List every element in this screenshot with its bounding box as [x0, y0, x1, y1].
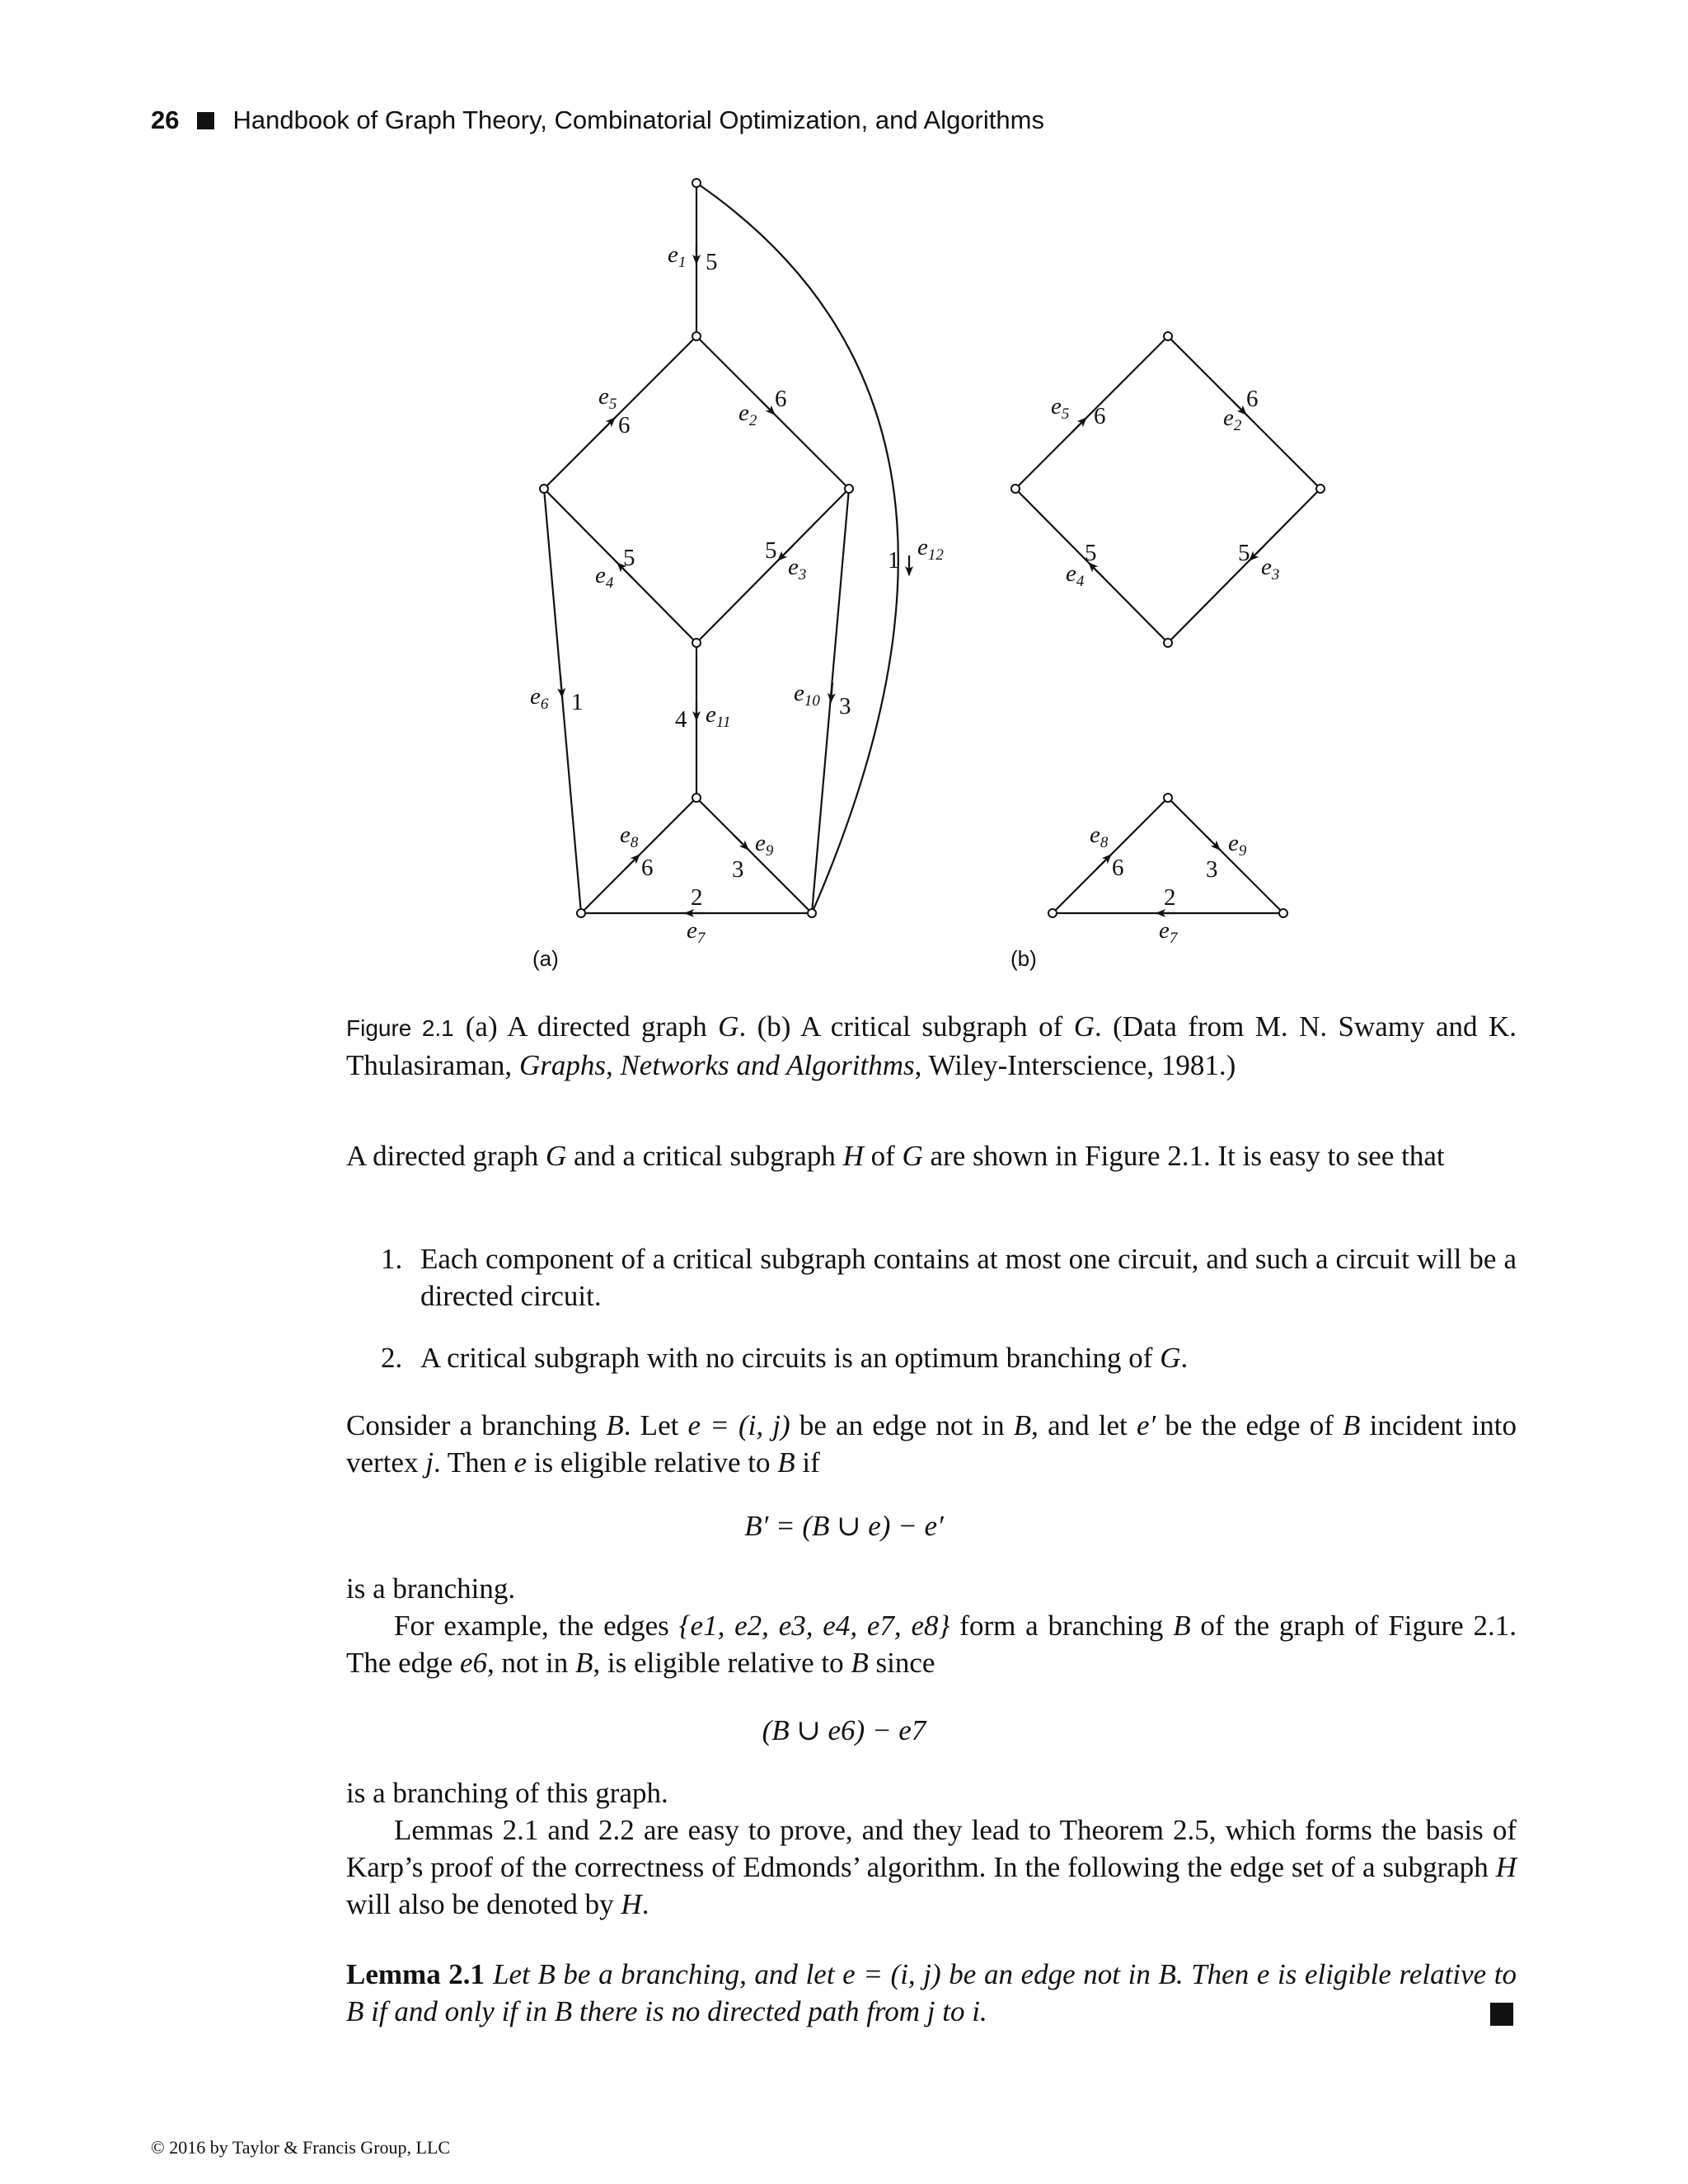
- book-title: Handbook of Graph Theory, Combinatorial Optimization, and Algorithms: [232, 105, 1044, 134]
- vertex: [1316, 485, 1325, 493]
- weight-e3: 5: [765, 537, 777, 564]
- page-number: 26: [151, 105, 180, 134]
- copyright-footer: © 2016 by Taylor & Francis Group, LLC: [151, 2137, 451, 2158]
- label-b-e3: $e_3$: [1261, 554, 1280, 583]
- lemma-heading: Lemma 2.1: [346, 1958, 485, 1990]
- label-e4: $e_4$: [595, 562, 614, 592]
- label-b-e4: $e_4$: [1066, 560, 1085, 590]
- paragraph-intro: A directed graph G and a critical subgraph H of G are shown in Figure 2.1. It is easy to see that: [346, 1140, 1445, 1172]
- lemma-text: Let B be a branching, and let e = (i, j) be an edge not in B. Then e is eligible relative to B if and only if in B there is no directed path from j to i.: [346, 1958, 1517, 2027]
- label-e11: $e_{11}$: [706, 701, 731, 731]
- label-b-e5: $e_5$: [1051, 393, 1070, 423]
- vertex: [692, 179, 701, 187]
- vertex: [1164, 794, 1172, 802]
- weight-b-e2: 6: [1246, 386, 1259, 412]
- weight-b-e7: 2: [1164, 884, 1176, 911]
- weight-b-e8: 6: [1112, 855, 1124, 881]
- vertex: [808, 909, 816, 917]
- label-e6: $e_6$: [530, 683, 549, 713]
- lemma-2-1: [346, 1956, 1517, 2030]
- vertex: [1164, 639, 1172, 647]
- vertex: [577, 909, 585, 917]
- paragraph-branching: Consider a branching B. Let e = (i, j) be an edge not in B, and let e′ be the edge of B incident into vertex j. Then e is eligible relative to B if: [346, 1409, 1517, 1479]
- figure-2-1: [0, 0, 1688, 989]
- arrow-b-e8-icon: [1096, 855, 1111, 869]
- edge-e9-line: [696, 798, 812, 913]
- panel-label-b: (b): [1010, 946, 1037, 971]
- arrow-e8-icon: [625, 855, 640, 869]
- vertex: [1279, 909, 1287, 917]
- weight-b-e3: 5: [1238, 540, 1250, 566]
- vertex: [1048, 909, 1057, 917]
- weight-e8: 6: [641, 855, 654, 881]
- edge-e12-curve: [696, 183, 898, 913]
- weight-e5: 6: [618, 412, 631, 438]
- vertex: [845, 485, 853, 493]
- vertex: [692, 639, 701, 647]
- weight-e1: 5: [706, 249, 718, 275]
- label-b-e2: $e_2$: [1223, 405, 1242, 434]
- weight-b-e4: 5: [1085, 540, 1097, 566]
- label-b-e9: $e_9$: [1228, 830, 1247, 860]
- label-e7: $e_7$: [687, 917, 706, 947]
- vertex: [692, 332, 701, 340]
- label-b-e8: $e_8$: [1090, 822, 1109, 851]
- weight-b-e5: 6: [1094, 403, 1106, 429]
- label-e9: $e_9$: [755, 830, 774, 860]
- weight-e9: 3: [732, 856, 744, 883]
- label-e10: $e_{10}$: [794, 680, 820, 710]
- weight-b-e9: 3: [1206, 856, 1218, 883]
- label-b-e7: $e_7$: [1159, 917, 1178, 947]
- vertex: [540, 485, 548, 493]
- vertex: [692, 794, 701, 802]
- list-item: 1. Each component of a critical subgraph contains at most one circuit, and such a circuit will be a directed circuit.: [381, 1243, 1517, 1312]
- vertex: [1164, 332, 1172, 340]
- label-e8: $e_8$: [620, 822, 639, 851]
- edge-b-e9-line: [1168, 798, 1283, 913]
- weight-e12: 1: [888, 547, 900, 574]
- arrow-e9-icon: [734, 835, 748, 850]
- equation-2: (B ∪ e6) − e7: [762, 1714, 926, 1746]
- label-e1: $e_1$: [668, 241, 687, 271]
- paragraph-lemmas: is a branching of this graph. Lemmas 2.1 and 2.2 are easy to prove, and they lead to Theorem 2.5, which forms the basis of Karp’s proof of the correctness of Edmonds’ algorithm. In the following the edge set of a subgraph H will also be denoted by H.: [346, 1777, 1517, 1920]
- figure-label: Figure 2.1: [346, 1015, 454, 1041]
- list-item: 2. A critical subgraph with no circuits is an optimum branching of G.: [381, 1342, 1189, 1374]
- edge-b-e5-line: [1015, 336, 1168, 489]
- cited-book-title: Graphs, Networks and Algorithms: [518, 1049, 915, 1081]
- arrow-e6-icon: [560, 676, 562, 697]
- vertex: [1011, 485, 1020, 493]
- weight-e6: 1: [571, 689, 584, 715]
- arrow-e2-icon: [760, 400, 775, 415]
- paragraph-example: is a branching. For example, the edges {e1, e2, e3, e4, e7, e8} form a branching B of the graph of Figure 2.1. The edge e6, not in B, is eligible relative to B since: [346, 1572, 1517, 1679]
- figure-caption: Figure 2.1 (a) A directed graph G. (b) A critical subgraph of G. (Data from M. N. Swamy and K. Thulasiraman, Graphs, Networks and Algorithms, Wiley-Interscience, 1981.): [346, 1010, 1517, 1081]
- weight-e11: 4: [675, 706, 687, 733]
- equation-1: B′ = (B ∪ e) − e′: [744, 1510, 944, 1542]
- edge-e3-line: [696, 489, 849, 643]
- label-e5: $e_5$: [598, 383, 617, 413]
- qed-square-icon: [1490, 2003, 1513, 2026]
- label-e12: $e_{12}$: [917, 534, 944, 564]
- panel-label-a: (a): [532, 946, 559, 971]
- weight-e7: 2: [691, 884, 703, 911]
- label-e3: $e_3$: [788, 554, 807, 583]
- arrow-b-e5-icon: [1071, 418, 1086, 433]
- arrow-e5-icon: [600, 418, 615, 433]
- weight-e4: 5: [623, 545, 635, 571]
- arrow-b-e9-icon: [1205, 835, 1220, 850]
- weight-e10: 3: [839, 693, 851, 719]
- weight-e2: 6: [775, 386, 787, 412]
- label-e2: $e_2$: [738, 400, 757, 429]
